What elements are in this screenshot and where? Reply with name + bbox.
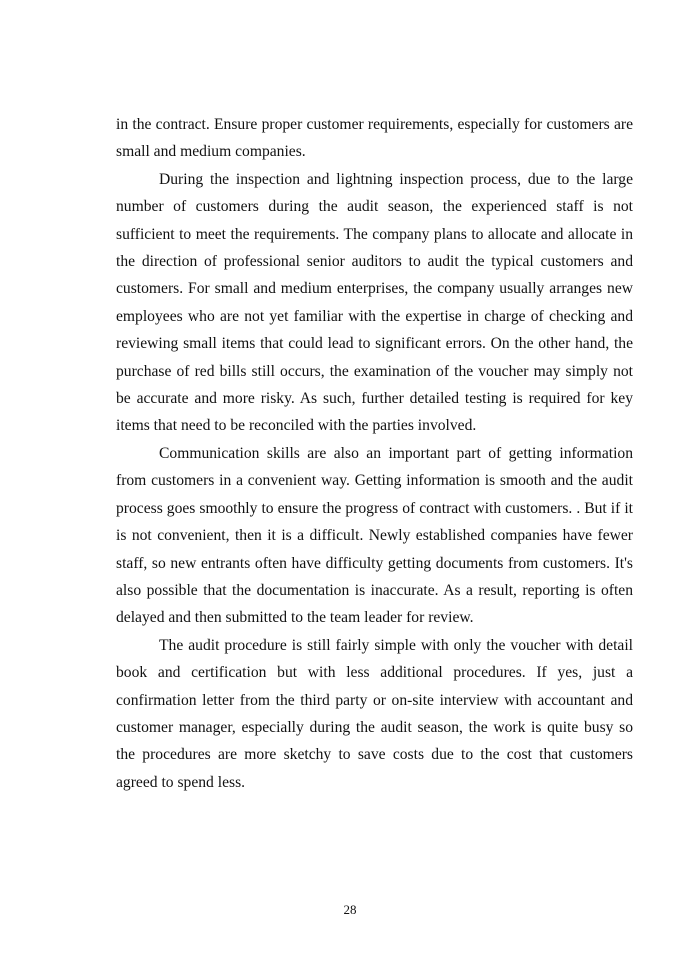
paragraph-continuation: in the contract. Ensure proper customer requirements, especially for customers are small and medium companies. [116,116,633,161]
paragraph-communication-skills: Communication skills are also an important part of getting information from customers in a convenient way. Getting information is smooth and the audit process goes smoothly to ensure the progress of contract with customers. . But if it is not convenient, then it is a difficult. Newly established companies have fewer staff, so new entrants often have difficulty getting documents from customers. It's also possible that the documentation is inaccurate. As a result, reporting is often delayed and then submitted to the team leader for review. [116,444,633,627]
paragraph-inspection-process: During the inspection and lightning inspection process, due to the large number of customers during the audit season, the experienced staff is not sufficient to meet the requirements. The company plans to allocate and allocate in the direction of professional senior auditors to audit the typical customers and customers. For small and medium enterprises, the company usually arranges new employees who are not yet familiar with the expertise in charge of checking and reviewing small items that could lead to significant errors. On the other hand, the purchase of red bills still occurs, the examination of the voucher may simply not be accurate and more risky. As such, further detailed testing is required for key items that need to be reconciled with the parties involved. [116,170,633,435]
page-number: 28 [343,902,357,917]
body-text [116,111,633,796]
paragraph-audit-procedure: The audit procedure is still fairly simple with only the voucher with detail book and certification but with less additional procedures. If yes, just a confirmation letter from the third party or on-site interview with accountant and customer manager, especially during the audit season, the work is quite busy so the procedures are more sketchy to save costs due to the cost that customers agreed to spend less. [116,636,633,791]
